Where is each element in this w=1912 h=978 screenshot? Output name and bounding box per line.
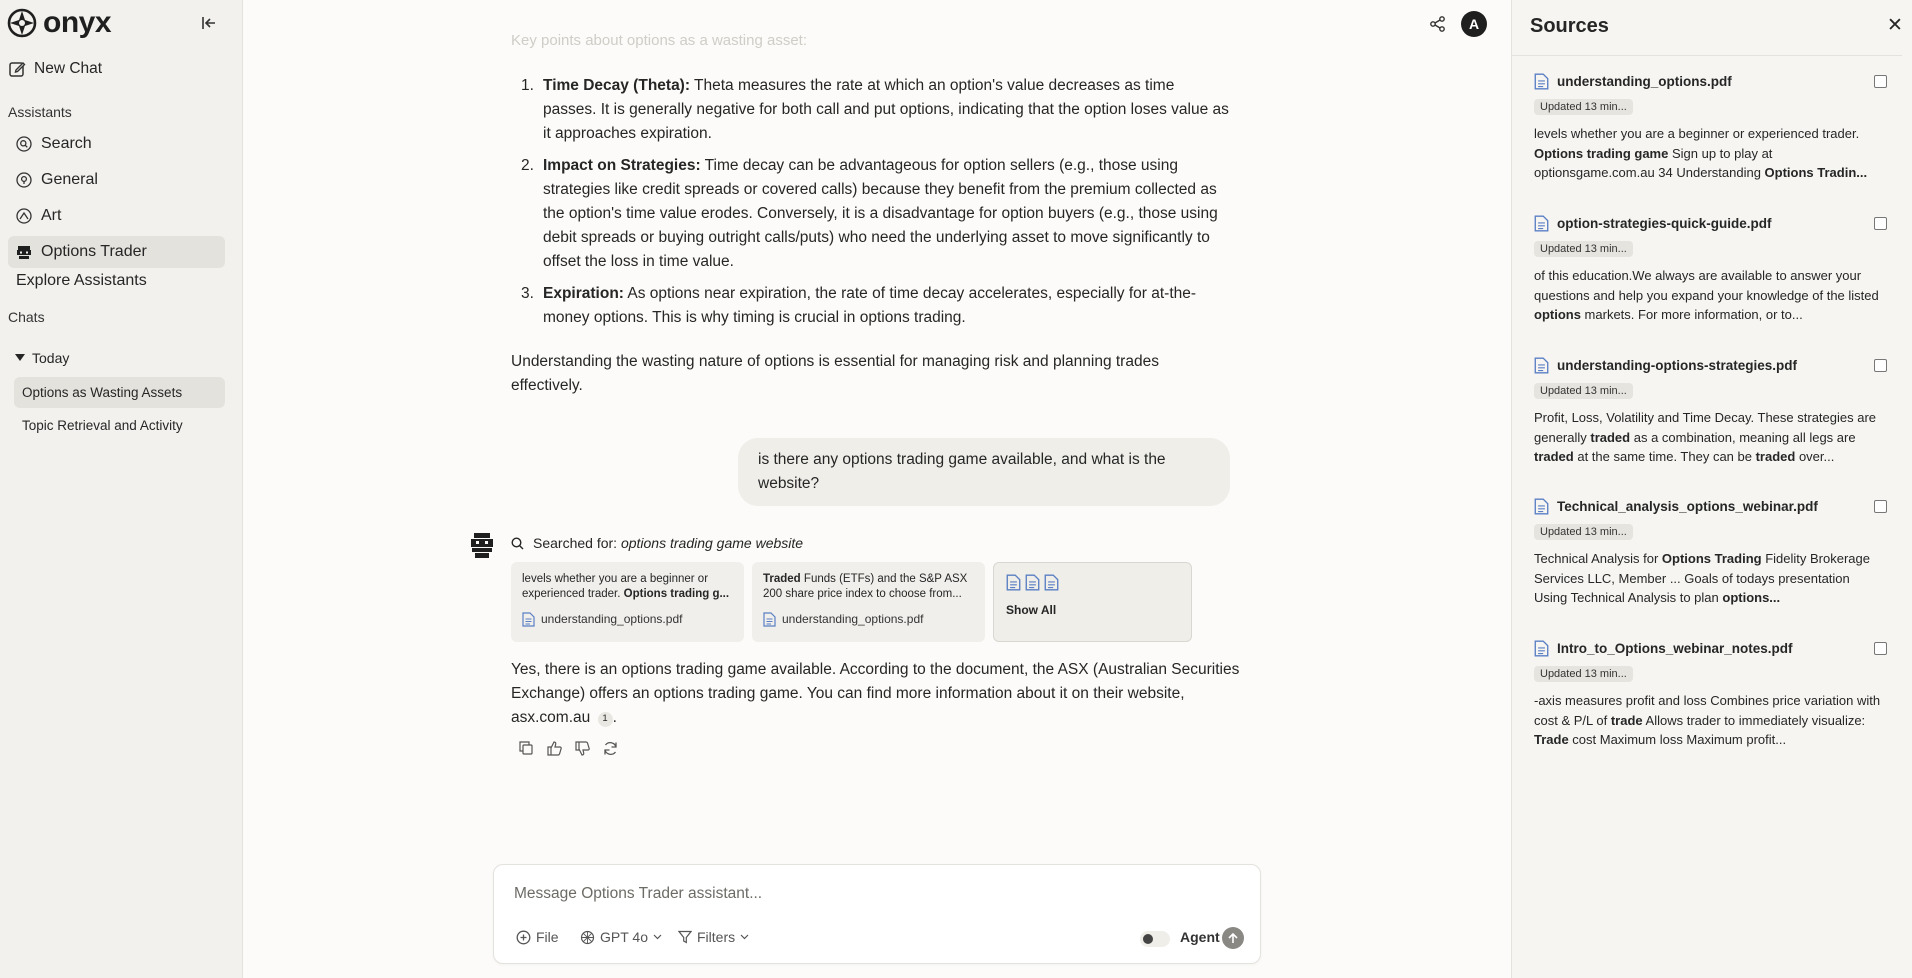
thumbs-down-icon[interactable] [573, 739, 591, 757]
assistant-art[interactable] [8, 200, 225, 232]
list-item-text: Theta measures the rate at which an option's value decreases as time passes. It is generally negative for both call and put options, indicating that the option loses value as it approaches expiration. [543, 77, 1229, 142]
model-selector[interactable] [580, 929, 662, 945]
snippet-text: of this education.We always are available to answer your questions and help you expand your knowledge of the listed [1534, 268, 1879, 303]
sources-panel [1511, 0, 1912, 978]
send-button[interactable] [1222, 927, 1244, 949]
list-item [511, 74, 1231, 146]
snippet-highlight: Trade [1534, 732, 1569, 747]
plus-circle-icon [516, 930, 531, 945]
sidebar [0, 0, 243, 978]
share-icon[interactable] [1429, 15, 1447, 33]
chat-item-label: Topic Retrieval and Activity [22, 418, 183, 433]
source-select-checkbox[interactable] [1874, 359, 1887, 372]
source-snippet [1534, 691, 1886, 749]
list-item-title: Expiration: [543, 285, 624, 302]
snippet-text: Sign up to play at optionsgame.com.au 34 Understanding [1534, 145, 1773, 180]
assistant-search[interactable] [8, 128, 225, 160]
logo-text: onyx [43, 6, 112, 39]
searched-prefix: Searched for: [533, 535, 618, 551]
new-chat-button[interactable] [8, 60, 102, 78]
assistants-section-label: Assistants [8, 104, 72, 120]
snippet-text: markets. For more information, or to... [1580, 307, 1803, 322]
snippet-highlight: Options Tradin... [1764, 165, 1868, 180]
updated-badge: Updated 13 min... [1534, 241, 1633, 257]
snippet-highlight: traded [1755, 449, 1796, 464]
updated-badge: Updated 13 min... [1534, 99, 1633, 115]
source-snippet [1534, 266, 1886, 324]
source-file-name: understanding_options.pdf [541, 612, 683, 626]
sources-title: Sources [1530, 15, 1609, 37]
attach-file-button[interactable] [516, 929, 559, 945]
snippet-text: as a combination, meaning all legs are [1630, 429, 1856, 445]
source-select-checkbox[interactable] [1874, 217, 1887, 230]
source-snippet [1534, 549, 1886, 607]
avatar[interactable]: A [1461, 11, 1487, 37]
source-document-title-link[interactable] [1534, 215, 1898, 232]
snippet-highlight: options... [1722, 590, 1781, 605]
source-document-name: option-strategies-quick-guide.pdf [1557, 216, 1772, 231]
assistant-answer-list [511, 74, 1231, 338]
file-label: File [536, 929, 559, 945]
snippet-text: at the same time. They can be [1573, 449, 1756, 464]
user-message: is there any options trading game available, and what is the website? [738, 438, 1230, 506]
source-document-name: Technical_analysis_options_webinar.pdf [1557, 499, 1818, 514]
source-document [1534, 640, 1898, 749]
snippet-highlight: traded [1590, 429, 1631, 445]
snippet-text: Technical Analysis for [1534, 551, 1662, 566]
collapse-icon [201, 16, 217, 30]
citation-badge[interactable]: 1 [598, 712, 613, 727]
today-label: Today [32, 350, 70, 366]
thumbs-up-icon[interactable] [545, 739, 563, 757]
answer-text: Yes, there is an options trading game available. According to the document, the ASX (Australian Securities Exchange) offers an options trading game. You can find more information about it on their website, asx.com.au [511, 661, 1240, 726]
edit-icon [8, 60, 26, 78]
snippet-text: Profit, Loss, Volatility and Time Decay. These strategies are generally [1534, 410, 1877, 445]
sources-divider [1512, 55, 1902, 56]
filters-button[interactable] [678, 929, 749, 945]
document-icon [1534, 498, 1549, 515]
faded-previous-text: Key points about options as a wasting asset: [511, 32, 808, 49]
model-label: GPT 4o [600, 929, 648, 945]
chevron-down-icon [740, 934, 749, 940]
snippet-highlight: options [1534, 307, 1581, 322]
document-icon [763, 612, 776, 627]
assistant-label: General [41, 171, 98, 188]
show-all-sources-button[interactable] [993, 562, 1192, 642]
searched-for-row [511, 535, 803, 551]
list-number: 3. [521, 285, 534, 302]
compass-icon [16, 172, 32, 188]
message-composer [493, 864, 1261, 964]
document-icon [1534, 215, 1549, 232]
list-item-title: Time Decay (Theta): [543, 77, 691, 94]
palette-icon [16, 208, 32, 224]
closing-paragraph: Understanding the wasting nature of options is essential for managing risk and planning trades effectively. [511, 353, 1159, 394]
assistant-label: Art [41, 207, 62, 224]
agent-label: Agent [1180, 929, 1220, 945]
assistant-answer: Yes, there is an options trading game available. According to the document, the ASX (Australian Securities Exchange) offers an options trading game. You can find more information about it on their website, asx.com.au 1 . [511, 661, 1240, 726]
caret-down-icon [15, 354, 25, 362]
updated-badge: Updated 13 min... [1534, 666, 1633, 682]
source-snippet [1534, 408, 1886, 466]
message-actions [517, 739, 619, 757]
list-item [511, 154, 1231, 274]
show-all-label: Show All [1006, 603, 1057, 617]
snippet-highlight: Options trading game [1534, 145, 1669, 161]
logo[interactable] [7, 6, 111, 40]
source-document-name: understanding-options-strategies.pdf [1557, 358, 1798, 373]
source-snippet: Traded Funds (ETFs) and the S&P ASX 200 share price index to choose from... [763, 573, 968, 600]
list-number: 1. [521, 77, 534, 94]
source-document-title-link[interactable] [1534, 357, 1898, 374]
collapse-sidebar-button[interactable] [198, 13, 220, 33]
list-item-title: Impact on Strategies: [543, 157, 701, 174]
document-icon [1534, 73, 1549, 90]
chats-section-label: Chats [8, 309, 45, 325]
onyx-logo-icon [7, 8, 37, 38]
agent-toggle[interactable] [1140, 931, 1170, 947]
document-icon [522, 612, 535, 627]
source-snippet: levels whether you are a beginner or experienced trader. Options trading g... [522, 573, 730, 600]
source-document [1534, 73, 1898, 182]
copy-icon[interactable] [517, 739, 535, 757]
snippet-text: cost Maximum loss Maximum profit... [1568, 732, 1787, 747]
document-icon [1006, 574, 1021, 591]
list-item-text: Time decay can be advantageous for option sellers (e.g., those using strategies like credit spreads or covered calls) because they benefit from the premium collected as the option's time value erodes. Conversely, it is a disadvantage for option buyers (e.g., those using debit spreads or buying outright calls/puts) who need the underlying asset to move significantly to offset the loss in time value. [543, 157, 1218, 270]
document-icon [1025, 574, 1040, 591]
search-icon [16, 136, 32, 152]
list-number: 2. [521, 157, 534, 174]
snippet-text: Allows trader to immediately visualize: [1642, 712, 1866, 728]
source-document-title-link[interactable] [1534, 73, 1898, 90]
assistant-label: Search [41, 135, 92, 152]
chat-item-label: Options as Wasting Assets [22, 385, 183, 400]
chat-main [243, 0, 1511, 978]
explore-assistants-link[interactable]: Explore Assistants [16, 272, 147, 289]
source-snippet [1534, 124, 1886, 182]
source-document-title-link[interactable] [1534, 498, 1898, 515]
chevron-down-icon [653, 934, 662, 940]
source-file-name: understanding_options.pdf [782, 612, 924, 626]
source-document-name: Intro_to_Options_webinar_notes.pdf [1557, 641, 1793, 656]
source-document-title-link[interactable] [1534, 640, 1898, 657]
source-select-checkbox[interactable] [1874, 75, 1887, 88]
chat-item[interactable] [14, 410, 225, 441]
updated-badge: Updated 13 min... [1534, 383, 1633, 399]
document-icon [1534, 357, 1549, 374]
snippet-text: over... [1795, 449, 1835, 464]
document-icon [1044, 574, 1059, 591]
snippet-text: -axis measures profit and loss Combines price variation with cost & P/L of [1534, 693, 1881, 728]
source-card[interactable] [511, 562, 744, 642]
new-chat-label: New Chat [34, 60, 103, 77]
today-group-toggle[interactable] [15, 350, 69, 366]
list-item-text: As options near expiration, the rate of time decay accelerates, especially for at-the-money options. This is why timing is crucial in options trading. [543, 285, 1197, 326]
message-input[interactable] [514, 885, 1234, 903]
assistant-label: Options Trader [41, 243, 147, 260]
updated-badge: Updated 13 min... [1534, 524, 1633, 540]
filter-icon [678, 930, 692, 944]
source-document [1534, 357, 1898, 466]
source-document [1534, 215, 1898, 324]
assistant-avatar-icon [470, 533, 494, 559]
source-select-checkbox[interactable] [1874, 500, 1887, 513]
source-document-name: understanding_options.pdf [1557, 74, 1732, 89]
assistant-options-trader[interactable] [8, 236, 225, 268]
close-icon[interactable]: ✕ [1887, 15, 1903, 36]
regenerate-icon[interactable] [601, 739, 619, 757]
top-bar [1429, 11, 1487, 37]
snippet-highlight: traded [1534, 449, 1574, 464]
model-icon [580, 930, 595, 945]
snippet-highlight: trade [1610, 712, 1643, 728]
assistant-general[interactable] [8, 164, 225, 196]
arrow-up-icon [1228, 933, 1238, 944]
source-select-checkbox[interactable] [1874, 642, 1887, 655]
document-icon [1534, 640, 1549, 657]
source-card[interactable] [752, 562, 985, 642]
robot-icon [16, 244, 32, 260]
filters-label: Filters [697, 929, 736, 945]
snippet-highlight: Options Trading [1661, 551, 1762, 566]
chat-item[interactable] [14, 377, 225, 408]
searched-query: options trading game website [620, 535, 804, 551]
list-item [511, 282, 1231, 330]
snippet-text: levels whether you are a beginner or experienced trader. [1534, 126, 1860, 141]
snippet-text: Fidelity Brokerage Services LLC, Member ... Goals of todays presentation Using Technical Analysis to plan [1534, 551, 1870, 605]
search-icon [511, 537, 524, 550]
source-document [1534, 498, 1898, 607]
